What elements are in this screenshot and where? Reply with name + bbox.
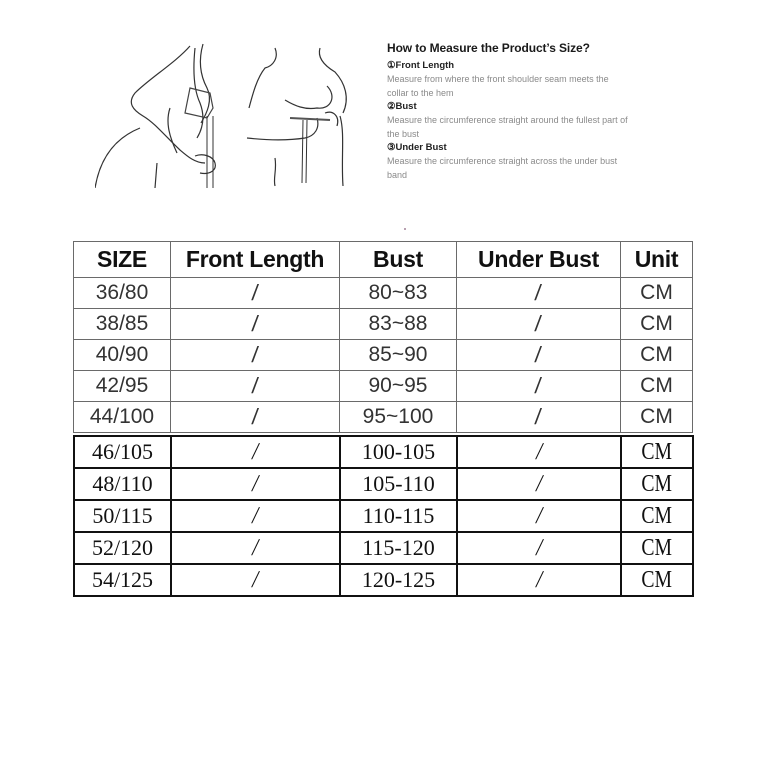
cell-size: 46/105	[74, 436, 171, 468]
cell-bust: 95~100	[340, 402, 457, 433]
table-row	[74, 532, 693, 564]
cell-bust: 80~83	[340, 278, 457, 309]
guide-item-description: band	[387, 170, 408, 180]
measurement-illustration	[95, 38, 375, 188]
figure-underbust-measure-icon	[247, 48, 346, 186]
figure-bust-measure-icon	[95, 44, 215, 188]
cell-bust: 115-120	[340, 532, 457, 564]
cell-front-length: /	[171, 500, 340, 532]
cell-front-length: /	[171, 371, 340, 402]
guide-title: How to Measure the Product’s Size?	[387, 41, 590, 55]
cell-bust: 85~90	[340, 340, 457, 371]
cell-under-bust: /	[457, 278, 621, 309]
cell-unit: CM	[621, 436, 693, 468]
table-row	[74, 402, 693, 433]
table-row	[74, 500, 693, 532]
cell-unit: CM	[621, 402, 693, 433]
guide-item-front-length	[387, 59, 677, 100]
table-row	[74, 278, 693, 309]
cell-front-length: /	[171, 436, 340, 468]
table-row	[74, 340, 693, 371]
cell-under-bust: /	[457, 402, 621, 433]
cell-size: 42/95	[74, 371, 171, 402]
stray-dot	[404, 228, 406, 230]
cell-bust: 90~95	[340, 371, 457, 402]
cell-front-length: /	[171, 278, 340, 309]
table-row	[74, 436, 693, 468]
cell-under-bust: /	[457, 532, 621, 564]
cell-unit: CM	[621, 340, 693, 371]
cell-unit: CM	[621, 500, 693, 532]
cell-size: 50/115	[74, 500, 171, 532]
cell-unit: CM	[621, 309, 693, 340]
guide-item-label: ③Under Bust	[387, 142, 447, 153]
table-row	[74, 468, 693, 500]
cell-bust: 110-115	[340, 500, 457, 532]
cell-under-bust: /	[457, 564, 621, 596]
cell-under-bust: /	[457, 340, 621, 371]
cell-size: 54/125	[74, 564, 171, 596]
guide-item-bust	[387, 100, 677, 141]
guide-item-label: ②Bust	[387, 101, 417, 112]
cell-size: 36/80	[74, 278, 171, 309]
cell-under-bust: /	[457, 500, 621, 532]
cell-bust: 100-105	[340, 436, 457, 468]
cell-under-bust: /	[457, 309, 621, 340]
header-front-length: Front Length	[171, 242, 340, 278]
cell-unit: CM	[621, 468, 693, 500]
cell-front-length: /	[171, 564, 340, 596]
cell-size: 52/120	[74, 532, 171, 564]
cell-under-bust: /	[457, 436, 621, 468]
header-under-bust: Under Bust	[457, 242, 621, 278]
cell-unit: CM	[621, 371, 693, 402]
guide-item-description: Measure the circumference straight across the under bust	[387, 156, 618, 166]
guide-item-description: Measure from where the front shoulder seam meets the	[387, 74, 609, 84]
cell-bust: 83~88	[340, 309, 457, 340]
table-header-row	[74, 242, 693, 278]
cell-bust: 105-110	[340, 468, 457, 500]
cell-unit: CM	[621, 532, 693, 564]
size-table-lower	[73, 435, 694, 597]
table-row	[74, 564, 693, 596]
table-row	[74, 371, 693, 402]
guide-item-description: Measure the circumference straight around the fullest part of	[387, 115, 628, 125]
cell-size: 48/110	[74, 468, 171, 500]
measurement-guide	[387, 41, 677, 182]
cell-unit: CM	[621, 564, 693, 596]
cell-size: 38/85	[74, 309, 171, 340]
cell-size: 40/90	[74, 340, 171, 371]
guide-item-description: the bust	[387, 129, 420, 139]
cell-front-length: /	[171, 468, 340, 500]
cell-under-bust: /	[457, 371, 621, 402]
table-row	[74, 309, 693, 340]
header-unit: Unit	[621, 242, 693, 278]
cell-unit: CM	[621, 278, 693, 309]
guide-item-under-bust	[387, 141, 677, 182]
size-table-upper	[73, 241, 693, 433]
cell-front-length: /	[171, 402, 340, 433]
cell-under-bust: /	[457, 468, 621, 500]
guide-item-description: collar to the hem	[387, 88, 454, 98]
cell-bust: 120-125	[340, 564, 457, 596]
header-bust: Bust	[340, 242, 457, 278]
guide-item-label: ①Front Length	[387, 60, 455, 71]
cell-front-length: /	[171, 532, 340, 564]
cell-front-length: /	[171, 340, 340, 371]
header-size: SIZE	[74, 242, 171, 278]
cell-front-length: /	[171, 309, 340, 340]
cell-size: 44/100	[74, 402, 171, 433]
